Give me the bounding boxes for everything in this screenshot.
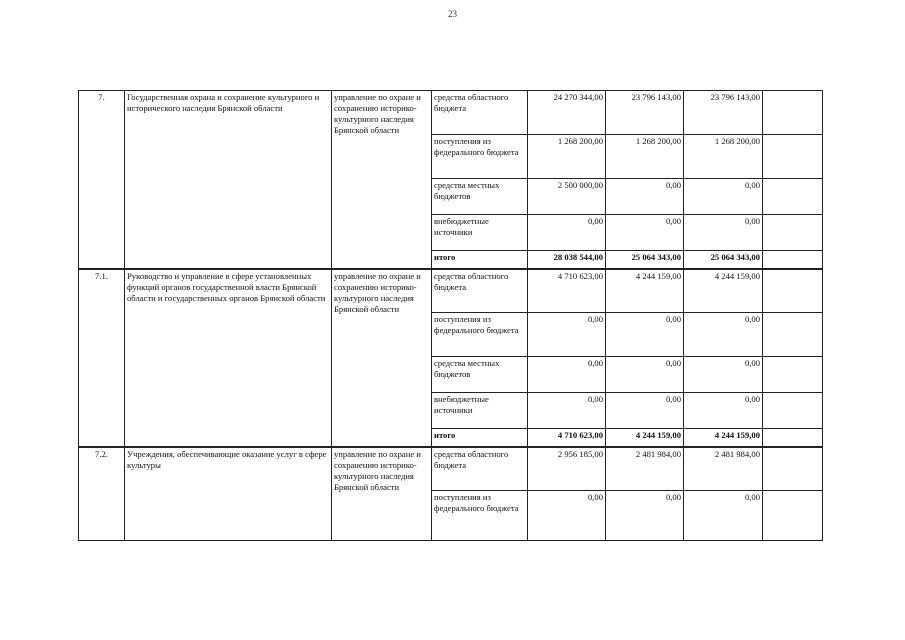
funding-source: внебюджетные источники	[432, 393, 528, 429]
row-name: Государственная охрана и сохранение культурного и исторического наследия Брянской области	[125, 91, 332, 269]
amount-1: 28 038 544,00	[528, 251, 606, 269]
empty-cell	[763, 313, 823, 357]
row-name: Учреждения, обеспечивающие оказание услуг в сфере культуры	[125, 447, 332, 541]
amount-3: 0,00	[684, 179, 763, 215]
amount-3: 4 244 159,00	[684, 269, 763, 313]
funding-source: средства областного бюджета	[432, 91, 528, 135]
amount-1: 0,00	[528, 313, 606, 357]
funding-source: поступления из федерального бюджета	[432, 491, 528, 541]
amount-2: 4 244 159,00	[606, 269, 684, 313]
amount-1: 0,00	[528, 393, 606, 429]
amount-2: 0,00	[606, 393, 684, 429]
table-row	[79, 91, 823, 135]
amount-3: 0,00	[684, 313, 763, 357]
amount-1: 2 956 185,00	[528, 447, 606, 491]
funding-source: итого	[432, 429, 528, 447]
amount-2: 0,00	[606, 215, 684, 251]
funding-source: поступления из федерального бюджета	[432, 313, 528, 357]
funding-source: средства местных бюджетов	[432, 357, 528, 393]
empty-cell	[763, 251, 823, 269]
funding-source: внебюджетные источники	[432, 215, 528, 251]
amount-1: 24 270 344,00	[528, 91, 606, 135]
amount-3: 4 244 159,00	[684, 429, 763, 447]
amount-3: 0,00	[684, 357, 763, 393]
empty-cell	[763, 447, 823, 491]
amount-2: 0,00	[606, 313, 684, 357]
amount-3: 0,00	[684, 393, 763, 429]
funding-source: итого	[432, 251, 528, 269]
amount-2: 0,00	[606, 491, 684, 541]
amount-3: 1 268 200,00	[684, 135, 763, 179]
row-index: 7.	[79, 91, 125, 269]
row-name: Руководство и управление в сфере установленных функций органов государственной власти Брянской области и государственных органов Брянской области	[125, 269, 332, 447]
empty-cell	[763, 357, 823, 393]
amount-1: 0,00	[528, 215, 606, 251]
empty-cell	[763, 215, 823, 251]
empty-cell	[763, 135, 823, 179]
empty-cell	[763, 179, 823, 215]
table-row	[79, 269, 823, 313]
funding-source: средства областного бюджета	[432, 269, 528, 313]
empty-cell	[763, 429, 823, 447]
row-executor: управление по охране и сохранению историко-культурного наследия Брянской области	[332, 91, 432, 269]
amount-2: 4 244 159,00	[606, 429, 684, 447]
row-executor: управление по охране и сохранению историко-культурного наследия Брянской области	[332, 447, 432, 541]
amount-1: 0,00	[528, 357, 606, 393]
row-index: 7.1.	[79, 269, 125, 447]
funding-source: поступления из федерального бюджета	[432, 135, 528, 179]
amount-2: 2 481 984,00	[606, 447, 684, 491]
row-index: 7.2.	[79, 447, 125, 541]
empty-cell	[763, 491, 823, 541]
amount-1: 4 710 623,00	[528, 429, 606, 447]
amount-2: 23 796 143,00	[606, 91, 684, 135]
funding-source: средства областного бюджета	[432, 447, 528, 491]
budget-table	[78, 90, 823, 541]
amount-2: 1 268 200,00	[606, 135, 684, 179]
empty-cell	[763, 393, 823, 429]
empty-cell	[763, 91, 823, 135]
funding-source: средства местных бюджетов	[432, 179, 528, 215]
empty-cell	[763, 269, 823, 313]
amount-3: 25 064 343,00	[684, 251, 763, 269]
amount-3: 2 481 984,00	[684, 447, 763, 491]
amount-1: 0,00	[528, 491, 606, 541]
amount-1: 2 500 000,00	[528, 179, 606, 215]
amount-2: 0,00	[606, 357, 684, 393]
page-number: 23	[448, 9, 457, 19]
amount-3: 0,00	[684, 491, 763, 541]
amount-3: 0,00	[684, 215, 763, 251]
table-row	[79, 447, 823, 491]
amount-1: 4 710 623,00	[528, 269, 606, 313]
amount-2: 0,00	[606, 179, 684, 215]
amount-2: 25 064 343,00	[606, 251, 684, 269]
row-executor: управление по охране и сохранению историко-культурного наследия Брянской области	[332, 269, 432, 447]
amount-3: 23 796 143,00	[684, 91, 763, 135]
amount-1: 1 268 200,00	[528, 135, 606, 179]
